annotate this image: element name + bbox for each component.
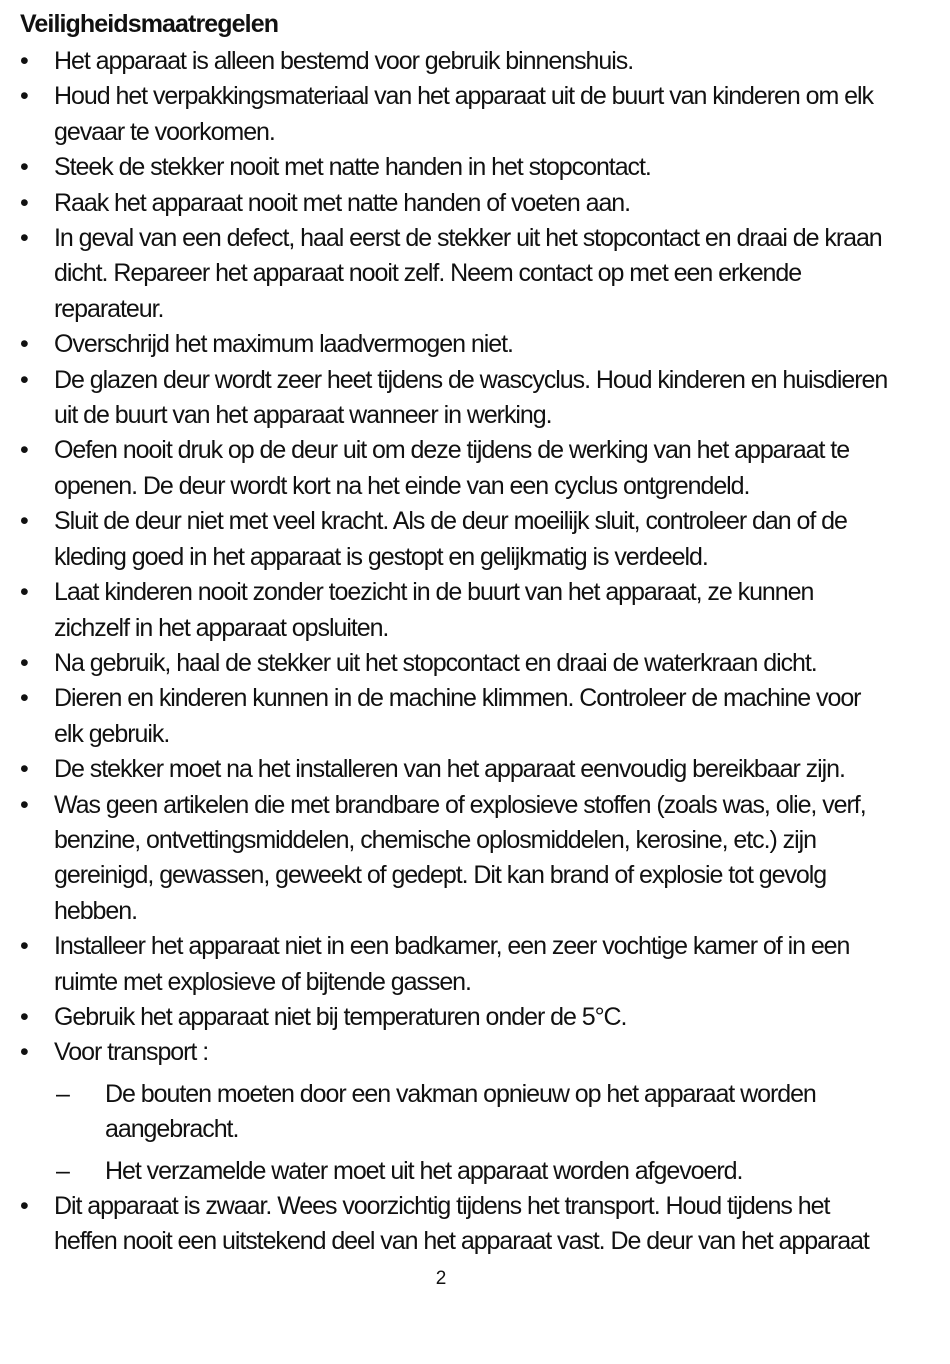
- sublist-item: [54, 1077, 890, 1148]
- bullet: •: [20, 224, 28, 253]
- list-item-text: Laat kinderen nooit zonder toezicht in de buurt van het apparaat, ze kunnen zichzelf in het apparaat opsluiten.: [54, 578, 814, 642]
- page-number: 2: [435, 1268, 447, 1289]
- list-item: [0, 575, 950, 646]
- list-item: [0, 186, 950, 221]
- list-item-text: De stekker moet na het installeren van het apparaat eenvoudig bereikbaar zijn.: [54, 755, 845, 784]
- list-item-text: Steek de stekker nooit met natte handen in het stopcontact.: [54, 153, 651, 182]
- list-item-text: Na gebruik, haal de stekker uit het stopcontact en draai de waterkraan dicht.: [54, 648, 817, 677]
- bullet: •: [20, 755, 28, 784]
- transport-sublist: [54, 1077, 890, 1189]
- list-item-text: Overschrijd het maximum laadvermogen niet.: [54, 330, 513, 359]
- list-item-text: Sluit de deur niet met veel kracht. Als de deur moeilijk sluit, controleer dan of de kleding goed in het apparaat is gestopt en gelijkmatig is verdeeld.: [54, 507, 847, 571]
- list-item-text: Houd het verpakkingsmateriaal van het apparaat uit de buurt van kinderen om elk gevaar te voorkomen.: [54, 82, 873, 146]
- sublist-item-text: Het verzamelde water moet uit het apparaat worden afgevoerd.: [105, 1156, 743, 1185]
- list-item: [0, 752, 950, 787]
- bullet: •: [20, 365, 28, 394]
- list-item-text: Het apparaat is alleen bestemd voor gebruik binnenshuis.: [54, 47, 634, 75]
- list-item-text: Raak het apparaat nooit met natte handen of voeten aan.: [54, 188, 631, 217]
- list-item: [0, 1189, 950, 1260]
- bullet: •: [20, 932, 28, 961]
- list-item-text: Voor transport :: [54, 1038, 209, 1067]
- sublist-item-text: De bouten moeten door een vakman opnieuw op het apparaat worden aangebracht.: [105, 1079, 816, 1144]
- list-item-text: Dit apparaat is zwaar. Wees voorzichtig tijdens het transport. Houd tijdens het heffen nooit een uitstekend deel van het apparaat vast. De deur van het apparaat: [54, 1192, 869, 1256]
- list-item-transport: [0, 1035, 950, 1189]
- sublist-item: [54, 1154, 890, 1189]
- bullet: •: [20, 188, 28, 217]
- list-item-text: In geval van een defect, haal eerst de stekker uit het stopcontact en draai de kraan dicht. Repareer het apparaat nooit zelf. Neem contact op met een erkende reparateur.: [54, 224, 882, 323]
- dash: –: [56, 1156, 69, 1185]
- bullet: •: [20, 330, 28, 359]
- list-item: [0, 221, 950, 327]
- list-item-text: Gebruik het apparaat niet bij temperaturen onder de 5°C.: [54, 1002, 627, 1031]
- bullet: •: [20, 578, 28, 607]
- list-item: [0, 363, 950, 434]
- dash: –: [56, 1079, 69, 1108]
- list-item-text: Was geen artikelen die met brandbare of explosieve stoffen (zoals was, olie, verf, benzine, ontvettingsmiddelen, chemische oplosmiddelen, kerosine, etc.) zijn gereinigd, gewassen, geweekt of gedept. Dit kan brand of explosie tot gevolg hebben.: [54, 790, 866, 925]
- list-item: [0, 44, 950, 79]
- list-item-text: Oefen nooit druk op de deur uit om deze tijdens de werking van het apparaat te openen. De deur wordt kort na het einde van een cyclus ontgrendeld.: [54, 436, 850, 500]
- list-item: [0, 929, 950, 1000]
- list-item: [0, 1000, 950, 1035]
- bullet: •: [20, 153, 28, 182]
- list-item: [0, 504, 950, 575]
- list-item: [0, 79, 950, 150]
- bullet: •: [20, 47, 28, 75]
- bullet: •: [20, 648, 28, 677]
- bullet: •: [20, 82, 28, 111]
- list-item: [0, 150, 950, 185]
- bullet: •: [20, 436, 28, 465]
- bullet: •: [20, 1192, 28, 1220]
- list-item: [0, 788, 950, 930]
- list-item-text: Dieren en kinderen kunnen in de machine klimmen. Controleer de machine voor elk gebruik.: [54, 684, 861, 748]
- list-item-text: De glazen deur wordt zeer heet tijdens de wascyclus. Houd kinderen en huisdieren uit de buurt van het apparaat wanneer in werking.: [54, 365, 888, 430]
- bullet: •: [20, 1002, 28, 1031]
- list-item-text: Installeer het apparaat niet in een badkamer, een zeer vochtige kamer of in een ruimte met explosieve of bijtende gassen.: [54, 932, 850, 996]
- list-item: [0, 681, 950, 752]
- list-item: [0, 327, 950, 362]
- section-heading: Veiligheidsmaatregelen: [20, 10, 279, 38]
- safety-list: [0, 44, 950, 1260]
- bullet: •: [20, 790, 28, 819]
- list-item: [0, 433, 950, 504]
- bullet: •: [20, 684, 28, 713]
- bullet: •: [20, 1038, 28, 1067]
- bullet: •: [20, 507, 28, 536]
- list-item: [0, 646, 950, 681]
